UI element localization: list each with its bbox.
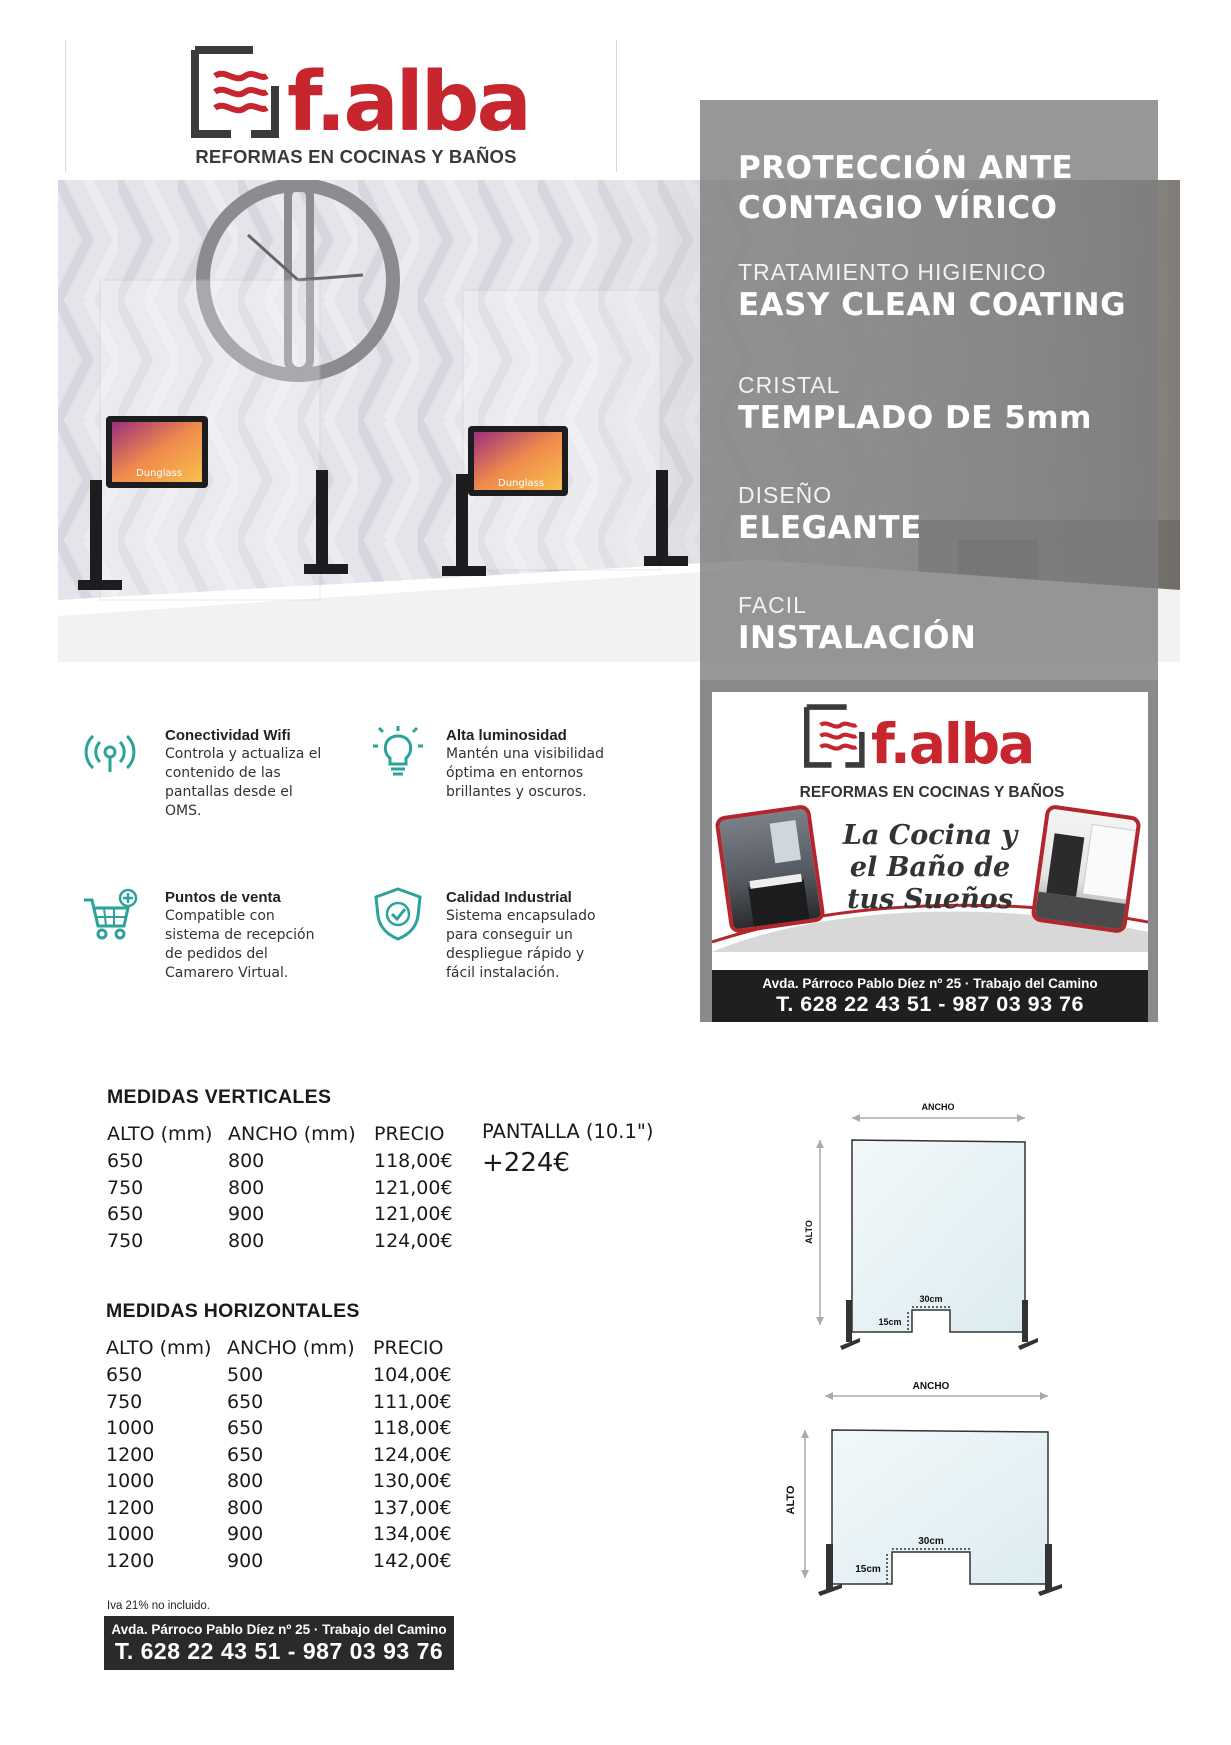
panel-item-label: DISEÑO (738, 482, 833, 508)
info-panel-text (738, 148, 1126, 657)
panel-item-value: INSTALACIÓN (738, 620, 977, 656)
header-logo-block (65, 40, 617, 172)
footer-address: Avda. Párroco Pablo Díez nº 25 · Trabajo del Camino (111, 1622, 447, 1637)
ad-slogan-line: tus Sueños (847, 884, 1013, 915)
feature-luminosity (446, 726, 696, 802)
cell-alto: 1200 (106, 1443, 155, 1466)
feature-title: Conectividad Wifi (165, 727, 291, 744)
brand-name: f.alba (287, 55, 529, 150)
cell-alto: 650 (106, 1364, 143, 1386)
feature-quality (446, 888, 696, 983)
panel-item-label: FACIL (738, 592, 807, 618)
table-row (107, 1148, 484, 1175)
height-label: ALTO (785, 1485, 797, 1515)
vertical-price-table (107, 1120, 484, 1254)
panel-headline-line1: PROTECCIÓN ANTE (738, 150, 1074, 186)
table-row (106, 1468, 483, 1495)
feature-desc-line: pantallas desde el (165, 784, 293, 800)
feature-desc-line: fácil instalación. (446, 965, 560, 981)
screen-brand-label: Dunglass (498, 478, 545, 489)
ad-box (712, 692, 1148, 1022)
notch-height-label: 15cm (878, 1317, 902, 1327)
horizontal-screen-diagram (780, 1378, 1080, 1598)
cell-ancho: 800 (228, 1176, 265, 1199)
panel-item-value: TEMPLADO DE 5mm (738, 400, 1092, 436)
feature-desc-line: contenido de las (165, 765, 281, 781)
table-header (106, 1334, 483, 1362)
table-header (107, 1120, 484, 1148)
column-header: PRECIO (374, 1123, 445, 1145)
panel-item-label: CRISTAL (738, 372, 841, 398)
screen-brand-label: Dunglass (136, 468, 183, 479)
cell-precio: 134,00€ (373, 1523, 452, 1545)
column-header: PRECIO (373, 1337, 444, 1359)
wifi-signal-icon (82, 726, 138, 782)
feature-desc-line: Controla y actualiza el (165, 746, 322, 762)
column-header: ANCHO (mm) (227, 1337, 355, 1359)
brand-logo-icon (191, 46, 281, 138)
feature-desc-line: despliegue rápido y (446, 946, 585, 962)
feature-desc-line: para conseguir un (446, 927, 573, 943)
width-label: ANCHO (921, 1102, 955, 1112)
column-header: ALTO (mm) (106, 1337, 212, 1359)
cell-precio: 137,00€ (373, 1496, 452, 1519)
vertical-screen-diagram (800, 1100, 1060, 1350)
feature-title: Puntos de venta (165, 889, 281, 906)
feature-desc-line: Camarero Virtual. (165, 965, 289, 981)
feature-desc-line: sistema de recepción (165, 927, 315, 943)
cell-ancho: 650 (227, 1417, 264, 1439)
footer-contact-bar (104, 1616, 454, 1670)
column-header: ANCHO (mm) (228, 1123, 356, 1145)
cell-precio: 111,00€ (373, 1390, 452, 1413)
cell-ancho: 900 (228, 1203, 265, 1225)
table-row (106, 1521, 483, 1548)
ad-logo (804, 704, 1034, 776)
shopping-cart-icon (82, 888, 138, 944)
brand-tagline: REFORMAS EN COCINAS Y BAÑOS (799, 784, 1065, 801)
cell-ancho: 650 (227, 1390, 264, 1413)
cell-alto: 650 (107, 1203, 144, 1225)
cell-precio: 124,00€ (374, 1229, 453, 1252)
footer-phone: T. 628 22 43 51 - 987 03 93 76 (114, 1638, 444, 1664)
panel-item-value: ELEGANTE (738, 510, 922, 546)
kitchen-photo (1030, 804, 1141, 934)
feature-title: Calidad Industrial (446, 889, 572, 906)
cell-precio: 118,00€ (374, 1150, 453, 1172)
cell-ancho: 900 (227, 1549, 264, 1572)
brand-tagline: REFORMAS EN COCINAS Y BAÑOS (195, 146, 517, 167)
column-header: ALTO (mm) (107, 1123, 213, 1145)
vat-note: Iva 21% no incluido. (107, 1600, 210, 1612)
feature-desc-line: Mantén una visibilidad (446, 746, 604, 762)
feature-desc-line: brillantes y oscuros. (446, 784, 587, 800)
table-row (106, 1362, 483, 1389)
ad-phone: T. 628 22 43 51 - 987 03 93 76 (776, 992, 1084, 1016)
ad-contact-bar (712, 970, 1148, 1022)
ad-address: Avda. Párroco Pablo Díez nº 25 · Trabajo del Camino (762, 976, 1098, 991)
notch-width-label: 30cm (919, 1294, 943, 1304)
screen-option-price: +224€ (482, 1148, 570, 1178)
lightbulb-icon (370, 724, 426, 780)
screen-option-label: PANTALLA (10.1") (482, 1120, 654, 1143)
cell-alto: 1200 (106, 1549, 155, 1572)
cell-precio: 124,00€ (373, 1443, 452, 1466)
cell-precio: 104,00€ (373, 1364, 452, 1386)
brand-logo-icon (804, 704, 866, 768)
cell-precio: 142,00€ (373, 1549, 452, 1572)
feature-title: Alta luminosidad (446, 727, 567, 744)
screen-option (482, 1118, 654, 1180)
table-row (106, 1389, 483, 1416)
notch-width-label: 30cm (918, 1536, 944, 1547)
brand-name: f.alba (871, 712, 1034, 776)
cell-ancho: 650 (227, 1443, 264, 1466)
table-row (106, 1442, 483, 1469)
table-row (106, 1548, 483, 1575)
horizontal-price-table (106, 1334, 483, 1574)
panel-item-value: EASY CLEAN COATING (738, 287, 1127, 323)
cell-alto: 1200 (106, 1496, 155, 1519)
horizontal-section-title: MEDIDAS HORIZONTALES (106, 1300, 360, 1322)
notch-height-label: 15cm (855, 1564, 881, 1575)
width-label: ANCHO (912, 1381, 950, 1392)
table-row (107, 1201, 484, 1228)
feature-desc-line: Compatible con (165, 908, 275, 924)
vertical-section-title: MEDIDAS VERTICALES (107, 1086, 332, 1108)
feature-desc-line: Sistema encapsulado (446, 908, 596, 924)
cell-ancho: 900 (227, 1523, 264, 1545)
cell-ancho: 800 (227, 1470, 264, 1492)
cell-ancho: 800 (228, 1229, 265, 1252)
table-row (106, 1495, 483, 1522)
ad-slogan-line: La Cocina y (842, 820, 1018, 851)
bathroom-photo (714, 804, 825, 934)
cell-alto: 750 (107, 1229, 144, 1252)
cell-ancho: 500 (227, 1364, 264, 1386)
cell-precio: 121,00€ (374, 1176, 453, 1199)
cell-precio: 118,00€ (373, 1417, 452, 1439)
panel-item-label: TRATAMIENTO HIGIENICO (738, 259, 1047, 285)
panel-headline-line2: CONTAGIO VÍRICO (738, 190, 1058, 226)
table-row (107, 1175, 484, 1202)
cell-ancho: 800 (227, 1496, 264, 1519)
cell-alto: 650 (107, 1150, 144, 1172)
feature-desc-line: OMS. (165, 803, 202, 819)
ad-slogan-line: el Baño de (849, 852, 1011, 883)
cell-alto: 750 (107, 1176, 144, 1199)
cell-alto: 1000 (106, 1470, 155, 1492)
cell-alto: 1000 (106, 1417, 155, 1439)
feature-desc-line: de pedidos del (165, 946, 268, 962)
cell-alto: 750 (106, 1390, 143, 1413)
table-row (107, 1228, 484, 1255)
table-row (106, 1415, 483, 1442)
cell-precio: 121,00€ (374, 1203, 453, 1225)
feature-desc-line: óptima en entornos (446, 765, 584, 781)
cell-precio: 130,00€ (373, 1470, 452, 1492)
ad-slogan (827, 820, 1033, 916)
cell-alto: 1000 (106, 1523, 155, 1545)
shield-check-icon (370, 886, 426, 942)
cell-ancho: 800 (228, 1150, 265, 1172)
height-label: ALTO (804, 1220, 814, 1244)
brand-logo (191, 46, 529, 150)
